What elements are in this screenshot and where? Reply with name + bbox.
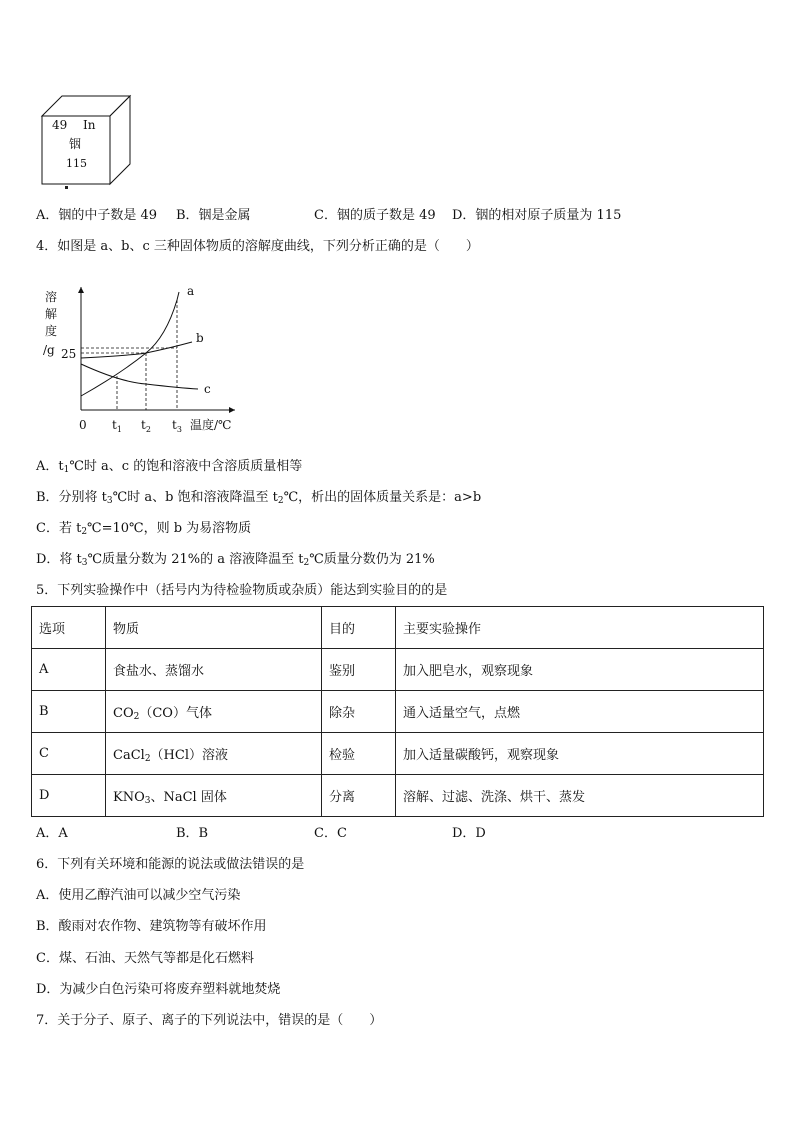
curve-label-c: c xyxy=(204,382,211,396)
curve-label-b: b xyxy=(196,331,204,345)
curve-b xyxy=(81,342,192,358)
curve-a xyxy=(81,292,179,396)
row-substance: $CO_2(CO)$气体 xyxy=(106,691,322,733)
stray-mark xyxy=(65,186,68,189)
curve-label-a: a xyxy=(187,284,195,298)
experiment-table xyxy=(31,606,764,817)
q3-option-c: C．铟的质子数是 49 xyxy=(314,208,436,223)
element-card xyxy=(40,94,132,186)
table-row xyxy=(32,691,764,733)
q3-option-a: A．铟的中子数是 49 xyxy=(36,208,158,223)
q5-option-b: B．B xyxy=(176,826,209,841)
table-row xyxy=(32,649,764,691)
row-substance: CaCl$_2$（HCl）溶液 xyxy=(106,733,322,775)
row-operation: 加入适量碳酸钙，观察现象 xyxy=(396,733,764,775)
q4-option-d: D．将 $t_3℃$质量分数为 21%的 a 溶液降温至 $t_2℃$质量分数仍为 21% xyxy=(36,552,435,568)
row-goal: 检验 xyxy=(322,733,396,775)
x-tick-t3: $t_3$ xyxy=(172,418,182,434)
q3-options xyxy=(36,207,622,225)
q6-option-d: D．为减少白色污染可将废弃塑料就地焚烧 xyxy=(36,982,281,997)
q6-option-c: C．煤、石油、天然气等都是化石燃料 xyxy=(36,951,254,966)
row-option: B xyxy=(32,691,106,733)
row-option: A xyxy=(32,649,106,691)
header-goal: 目的 xyxy=(322,607,396,649)
ylabel-1: 溶 xyxy=(45,290,58,304)
row-goal: 鉴别 xyxy=(322,649,396,691)
row-option: D xyxy=(32,775,106,817)
row-operation: 通入适量空气，点燃 xyxy=(396,691,764,733)
q3-option-b: B．铟是金属 xyxy=(176,208,251,223)
row-operation: 加入肥皂水，观察现象 xyxy=(396,649,764,691)
q4-option-a: A．$t_1℃$时 a、c 的饱和溶液中含溶质质量相等 xyxy=(36,459,303,475)
row-substance: 食盐水、蒸馏水 xyxy=(106,649,322,691)
q6-option-a: A．使用乙醇汽油可以减少空气污染 xyxy=(36,888,241,903)
q6-stem: 6．下列有关环境和能源的说法或做法错误的是 xyxy=(36,857,305,872)
solubility-chart xyxy=(40,282,250,434)
ylabel-4: /g xyxy=(43,343,55,357)
element-name: 铟 xyxy=(69,137,82,151)
header-operation: 主要实验操作 xyxy=(396,607,764,649)
header-substance: 物质 xyxy=(106,607,322,649)
q5-option-a: A．A xyxy=(36,826,68,841)
q6-option-b: B．酸雨对农作物、建筑物等有破坏作用 xyxy=(36,919,267,934)
q5-options xyxy=(36,825,486,843)
q5-option-c: C．C xyxy=(314,826,347,841)
x-tick-t2: $t_2$ xyxy=(141,418,151,434)
ylabel-2: 解 xyxy=(45,307,58,321)
row-substance: $KNO_3$、NaCl 固体 xyxy=(106,775,322,817)
atomic-number: 49 xyxy=(52,118,68,132)
table-row xyxy=(32,733,764,775)
table-row xyxy=(32,775,764,817)
x-origin: 0 xyxy=(79,418,87,432)
q4-option-c: C．若 $t_2℃=10℃$，则 b 为易溶物质 xyxy=(36,521,252,537)
atomic-mass: 115 xyxy=(66,157,87,170)
y-tick-25: 25 xyxy=(61,347,77,361)
row-option: C xyxy=(32,733,106,775)
q4-stem: 4．如图是 a、b、c 三种固体物质的溶解度曲线，下列分析正确的是（ ） xyxy=(36,239,479,254)
element-symbol: In xyxy=(83,118,96,132)
ylabel-3: 度 xyxy=(45,324,58,338)
q4-option-b: B．分别将 $t_3℃$时 a、b 饱和溶液降温至 $t_2℃$，析出的固体质量关系是：a>b xyxy=(36,490,482,506)
q5-option-d: D．D xyxy=(452,826,486,841)
header-option: 选项 xyxy=(32,607,106,649)
q3-option-d: D．铟的相对原子质量为 115 xyxy=(452,208,622,223)
q5-stem: 5．下列实验操作中（括号内为待检验物质或杂质）能达到实验目的的是 xyxy=(36,583,448,598)
xlabel: 温度/℃ xyxy=(190,418,232,432)
row-goal: 分离 xyxy=(322,775,396,817)
table-header-row xyxy=(32,607,764,649)
x-tick-t1: $t_1$ xyxy=(112,418,122,434)
row-goal: 除杂 xyxy=(322,691,396,733)
q7-stem: 7．关于分子、原子、离子的下列说法中，错误的是（ ） xyxy=(36,1013,383,1028)
row-operation: 溶解、过滤、洗涤、烘干、蒸发 xyxy=(396,775,764,817)
